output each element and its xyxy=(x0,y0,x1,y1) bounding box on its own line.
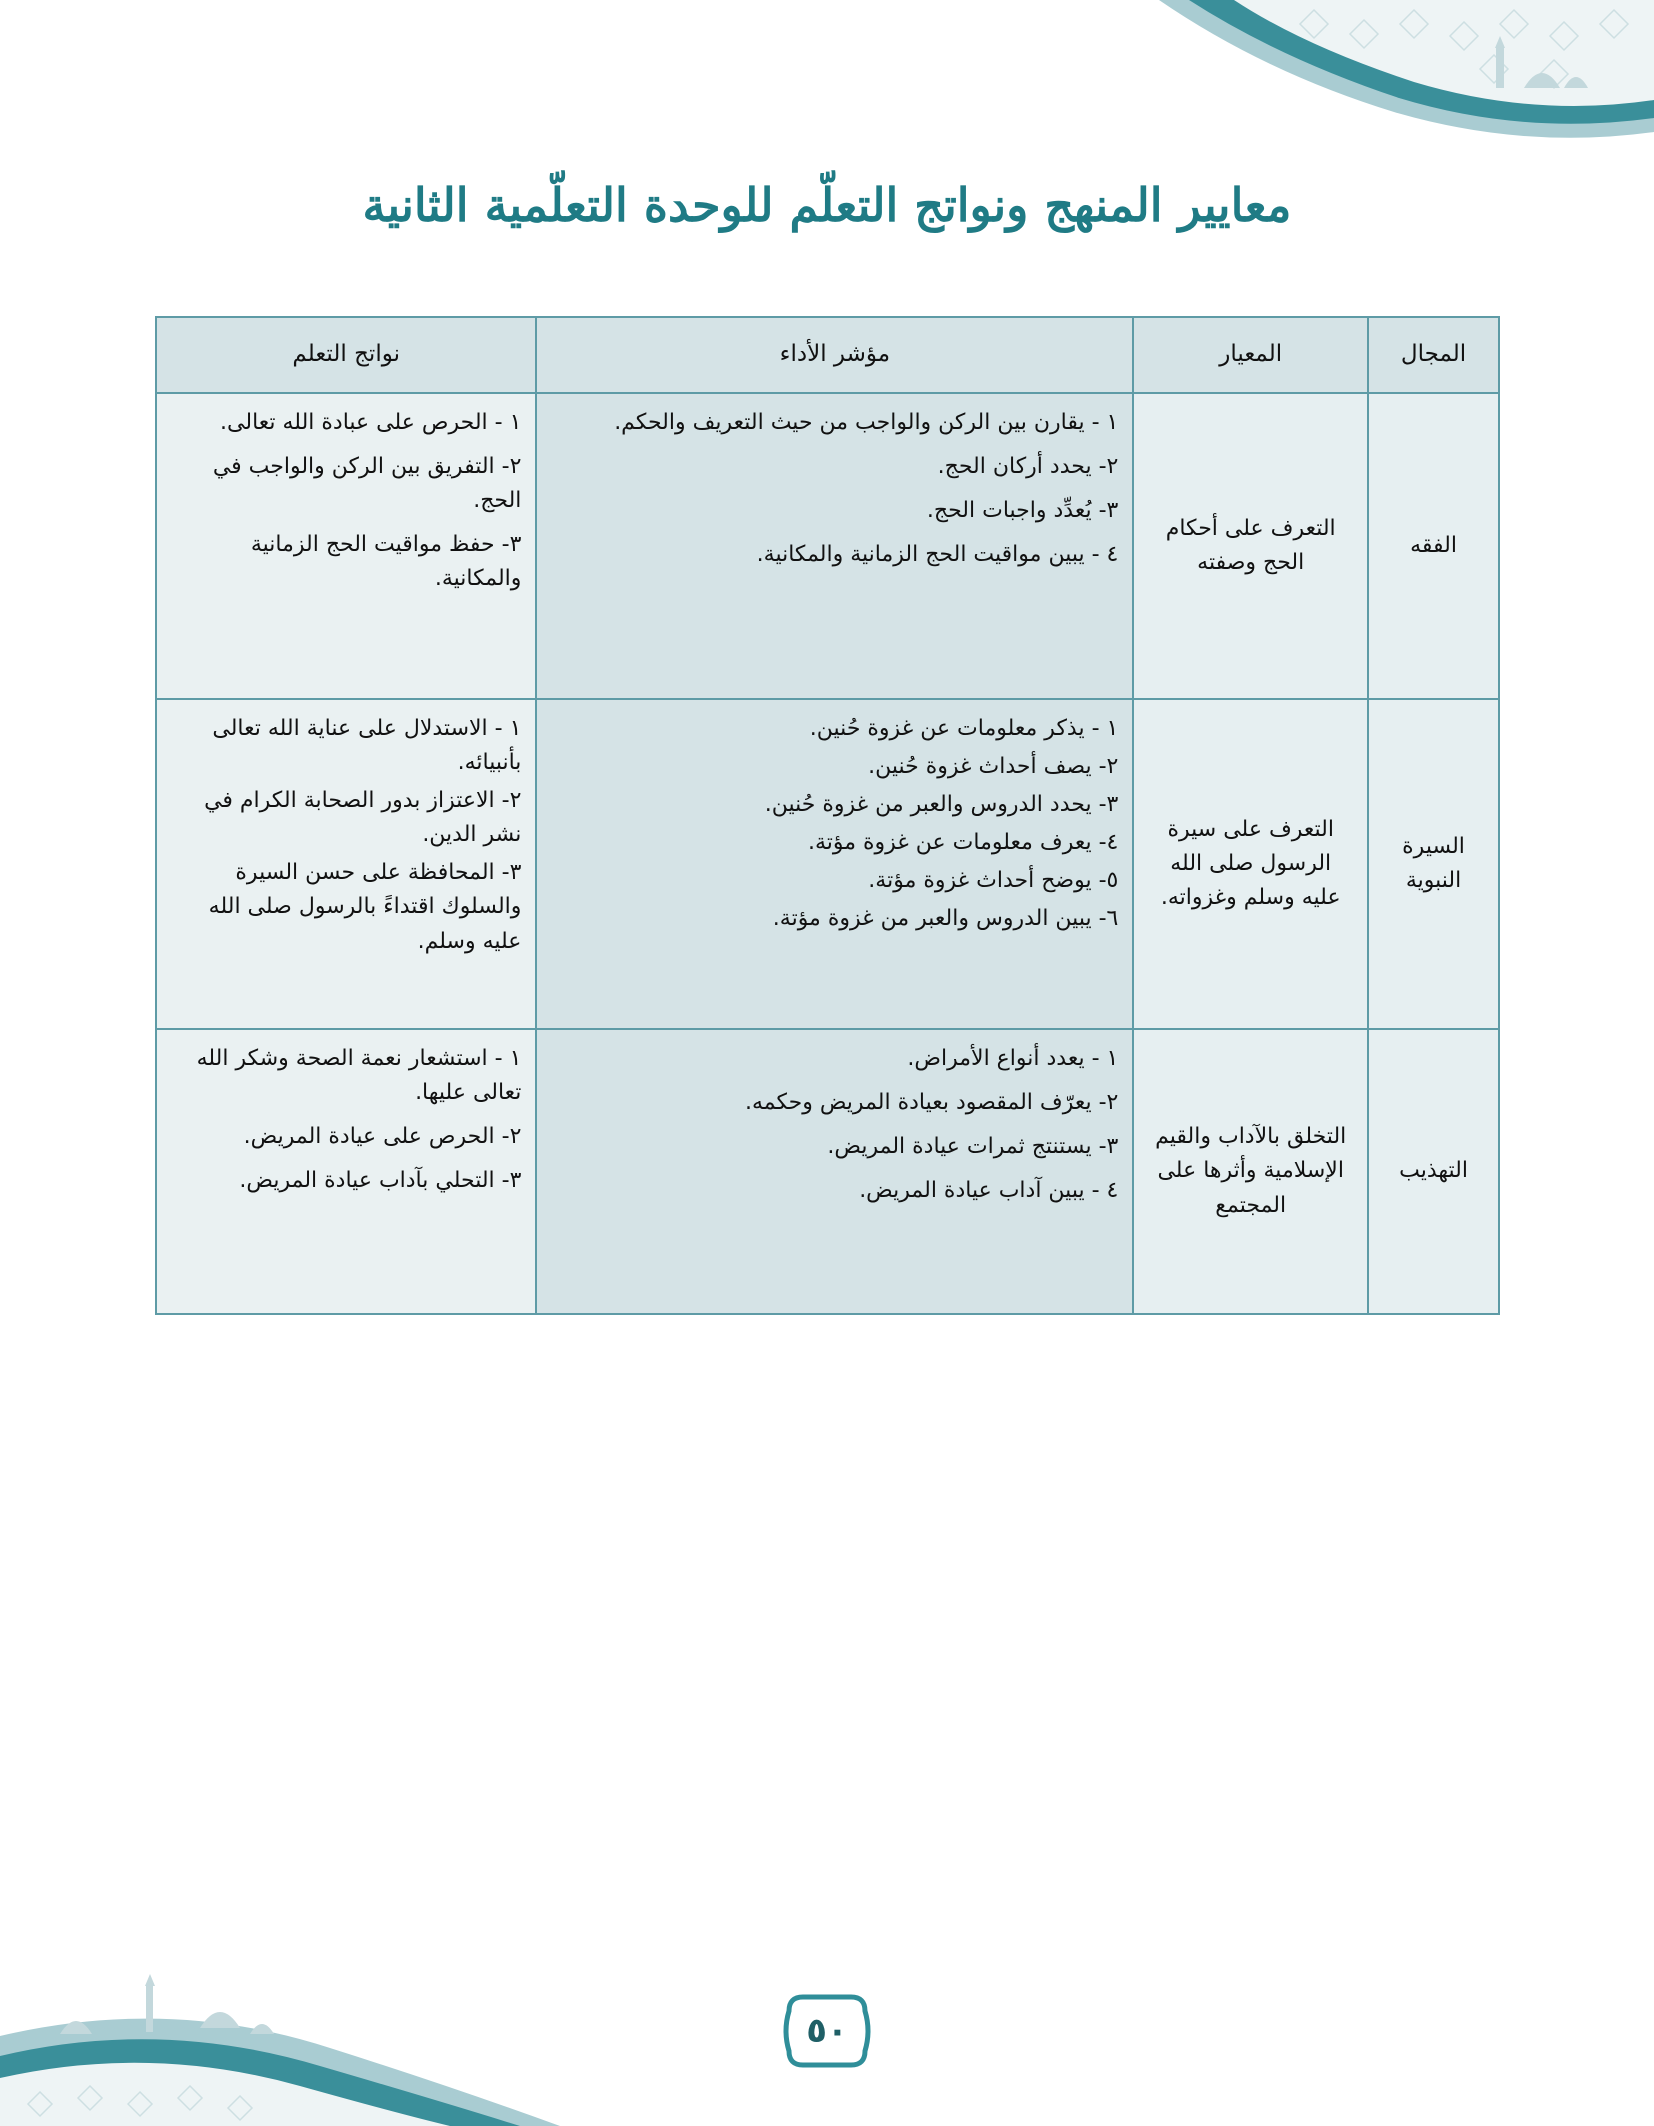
page-number: ٥٠ xyxy=(806,2011,848,2051)
outcome-item: ٢- الحرص على عيادة المريض. xyxy=(243,1124,522,1150)
curriculum-standards-table xyxy=(155,316,1500,1315)
page-title: معايير المنهج ونواتج التعلّم للوحدة التعلّمية الثانية xyxy=(362,178,1292,232)
indicators-cell xyxy=(536,393,1133,699)
table-row xyxy=(156,699,1499,1029)
indicator-item: ٣- يُعدِّد واجبات الحج. xyxy=(926,498,1119,524)
bottom-decorative-banner xyxy=(0,1956,560,2126)
page-number-badge xyxy=(779,1993,875,2069)
header-indicators: مؤشر الأداء xyxy=(536,317,1133,393)
indicator-item: ١ - يذكر معلومات عن غزوة حُنين. xyxy=(809,716,1119,741)
standard-cell: التعرف على أحكام الحج وصفته xyxy=(1133,393,1368,699)
outcome-item: ١ - استشعار نعمة الصحة وشكر الله تعالى عليها. xyxy=(196,1046,522,1106)
indicator-item: ١ - يقارن بين الركن والواجب من حيث التعريف والحكم. xyxy=(614,410,1119,435)
indicator-item: ٢- يعرّف المقصود بعيادة المريض وحكمه. xyxy=(744,1090,1119,1116)
outcomes-cell xyxy=(156,393,536,699)
header-outcomes: نواتج التعلم xyxy=(156,317,536,393)
domain-cell: الفقه xyxy=(1368,393,1499,699)
indicators-cell xyxy=(536,1029,1133,1314)
indicator-item: ١ - يعدد أنواع الأمراض. xyxy=(907,1046,1119,1071)
indicator-item: ٤- يعرف معلومات عن غزوة مؤتة. xyxy=(807,830,1119,856)
table-row xyxy=(156,393,1499,699)
standard-cell: التخلق بالآداب والقيم الإسلامية وأثرها على المجتمع xyxy=(1133,1029,1368,1314)
outcome-item: ١ - الاستدلال على عناية الله تعالى بأنبيائه. xyxy=(212,716,522,776)
indicator-item: ٣- يستنتج ثمرات عيادة المريض. xyxy=(827,1134,1119,1160)
domain-cell: السيرة النبوية xyxy=(1368,699,1499,1029)
outcome-item: ٢- التفريق بين الركن والواجب في الحج. xyxy=(212,454,522,514)
table-header-row xyxy=(156,317,1499,393)
indicators-cell xyxy=(536,699,1133,1029)
indicator-item: ٢- يحدد أركان الحج. xyxy=(937,454,1119,480)
header-domain: المجال xyxy=(1368,317,1499,393)
domain-cell: التهذيب xyxy=(1368,1029,1499,1314)
indicator-item: ٣- يحدد الدروس والعبر من غزوة حُنين. xyxy=(764,792,1119,818)
indicator-item: ٤ - يبين مواقيت الحج الزمانية والمكانية. xyxy=(756,542,1119,568)
standard-cell: التعرف على سيرة الرسول صلى الله عليه وسلم وغزواته. xyxy=(1133,699,1368,1029)
top-decorative-banner xyxy=(1094,0,1654,150)
outcome-item: ٣- المحافظة على حسن السيرة والسلوك اقتداءً بالرسول صلى الله عليه وسلم. xyxy=(208,860,522,954)
outcome-item: ٢- الاعتزاز بدور الصحابة الكرام في نشر الدين. xyxy=(204,788,522,848)
indicator-item: ٤ - يبين آداب عيادة المريض. xyxy=(859,1178,1119,1204)
outcome-item: ٣- حفظ مواقيت الحج الزمانية والمكانية. xyxy=(250,532,522,592)
indicator-item: ٥- يوضح أحداث غزوة مؤتة. xyxy=(868,868,1119,894)
outcomes-cell xyxy=(156,699,536,1029)
outcome-item: ١ - الحرص على عبادة الله تعالى. xyxy=(220,410,522,435)
indicator-item: ٢- يصف أحداث غزوة حُنين. xyxy=(868,754,1119,780)
outcomes-cell xyxy=(156,1029,536,1314)
outcome-item: ٣- التحلي بآداب عيادة المريض. xyxy=(239,1168,522,1194)
indicator-item: ٦- يبين الدروس والعبر من غزوة مؤتة. xyxy=(772,906,1119,932)
table-row xyxy=(156,1029,1499,1314)
header-standard: المعيار xyxy=(1133,317,1368,393)
